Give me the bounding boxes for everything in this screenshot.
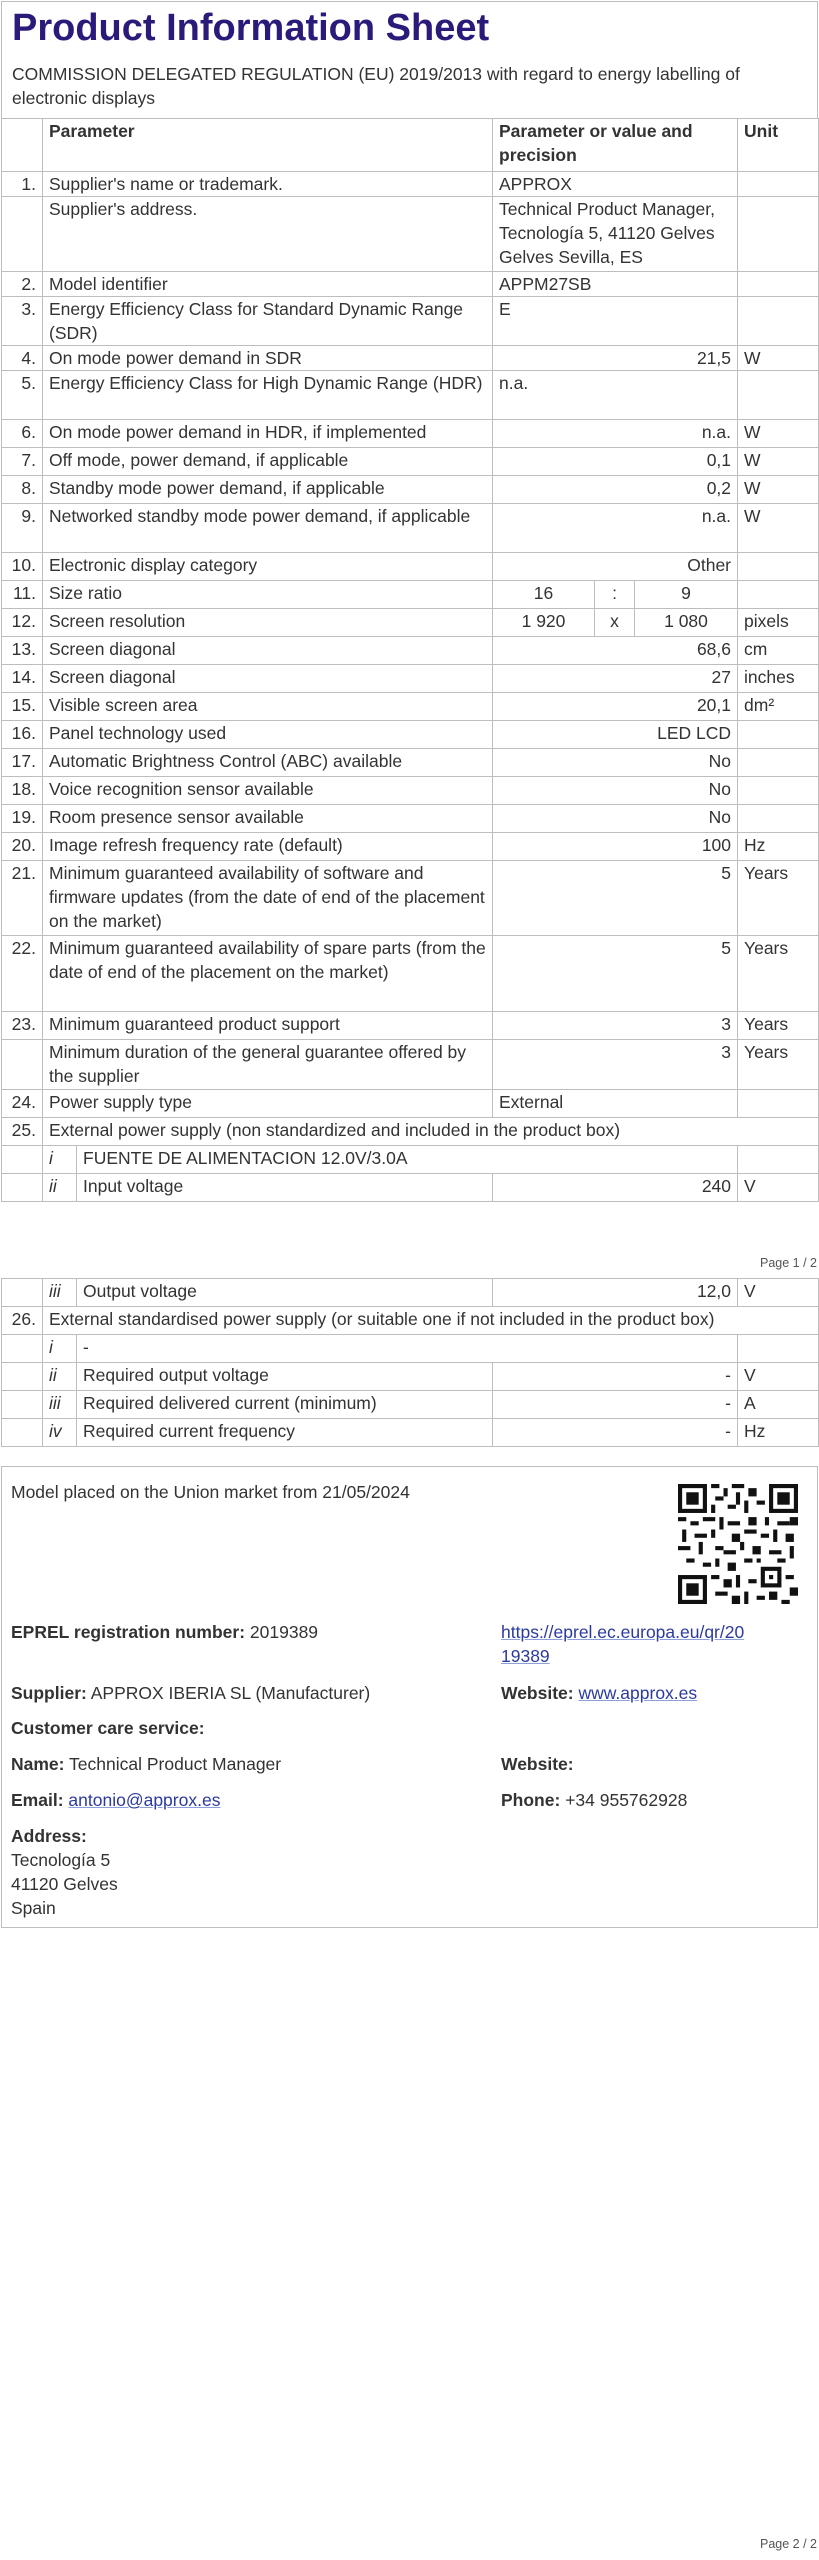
name-value: Technical Product Manager (69, 1754, 282, 1774)
table-row: 1. Supplier's name or trademark. APPROX (2, 172, 819, 197)
table-row: 5. Energy Efficiency Class for High Dynamic Range (HDR) n.a. (2, 371, 819, 420)
address-line: Spain (11, 1898, 56, 1918)
supplier-value: APPROX IBERIA SL (Manufacturer) (90, 1683, 371, 1703)
table-row: 9. Networked standby mode power demand, if applicable n.a. W (2, 504, 819, 553)
table-row: 23. Minimum guaranteed product support 3 Years (2, 1012, 819, 1040)
table-row: 18. Voice recognition sensor available No (2, 777, 819, 805)
email-line (11, 1788, 220, 1812)
table-row: Minimum duration of the general guarantee offered by the supplier 3 Years (2, 1040, 819, 1090)
customer-care-heading: Customer care service: (11, 1718, 205, 1738)
table-row: iii Required delivered current (minimum) - A (2, 1391, 819, 1419)
regulation-subtitle: COMMISSION DELEGATED REGULATION (EU) 2019/2013 with regard to energy labelling of electronic displays (12, 64, 740, 108)
website-link[interactable]: www.approx.es (578, 1683, 698, 1703)
table-row: 24. Power supply type External (2, 1090, 819, 1118)
market-placement-text: Model placed on the Union market from 21/05/2024 (11, 1482, 410, 1502)
table-row: 20. Image refresh frequency rate (default) 100 Hz (2, 833, 819, 861)
eprel-value: 2019389 (249, 1622, 319, 1642)
table-row: Supplier's address. Technical Product Manager, Tecnología 5, 41120 Gelves Gelves Sevilla, ES (2, 197, 819, 272)
address-line: Tecnología 5 (11, 1850, 111, 1870)
website2-label: Website: (501, 1754, 574, 1774)
table-row: i FUENTE DE ALIMENTACION 12.0V/3.0A (2, 1146, 819, 1174)
contact-name-line (11, 1752, 281, 1776)
table-row: iv Required current frequency - Hz (2, 1419, 819, 1447)
table-row: 4. On mode power demand in SDR 21,5 W (2, 346, 819, 371)
page-title: Product Information Sheet (12, 7, 490, 49)
table-row: ii Input voltage 240 V (2, 1174, 819, 1202)
header-unit: Unit (738, 119, 819, 172)
table-row: 3. Energy Efficiency Class for Standard Dynamic Range (SDR) E (2, 297, 819, 346)
phone-label: Phone: (501, 1790, 561, 1810)
table-row: 21. Minimum guaranteed availability of software and firmware updates (from the date of end of the placement on the market) 5 Years (2, 861, 819, 936)
eprel-label: EPREL registration number: (11, 1622, 246, 1642)
table-row: 7. Off mode, power demand, if applicable 0,1 W (2, 448, 819, 476)
table-row: 11. Size ratio 16 : 9 (2, 581, 819, 609)
email-label: Email: (11, 1790, 64, 1810)
spec-table-page1 (1, 118, 819, 1202)
table-row: i - (2, 1335, 819, 1363)
table-row: iii Output voltage 12,0 V (2, 1279, 819, 1307)
table-header-row (2, 119, 819, 172)
eprel-registration (11, 1620, 318, 1644)
header-value: Parameter or value and precision (493, 119, 738, 172)
table-row: 6. On mode power demand in HDR, if implemented n.a. W (2, 420, 819, 448)
table-row: 22. Minimum guaranteed availability of spare parts (from the date of end of the placement on the market) 5 Years (2, 936, 819, 1012)
table-row: 14. Screen diagonal 27 inches (2, 665, 819, 693)
address-block (11, 1824, 118, 1920)
table-row: 12. Screen resolution 1 920 x 1 080 pixels (2, 609, 819, 637)
eprel-link-line2[interactable]: 19389 (501, 1646, 550, 1666)
table-row: 16. Panel technology used LED LCD (2, 721, 819, 749)
page-1 (0, 0, 819, 1270)
table-row: 19. Room presence sensor available No (2, 805, 819, 833)
supplier-label: Supplier: (11, 1683, 87, 1703)
table-row: ii Required output voltage - V (2, 1363, 819, 1391)
address-line: 41120 Gelves (11, 1874, 118, 1894)
table-row: 8. Standby mode power demand, if applicable 0,2 W (2, 476, 819, 504)
name-label: Name: (11, 1754, 65, 1774)
spec-table-page2 (1, 1278, 819, 1447)
website-label: Website: (501, 1683, 574, 1703)
eprel-link-line1[interactable]: https://eprel.ec.europa.eu/qr/20 (501, 1622, 745, 1642)
sheet-header (1, 1, 818, 118)
table-row: 15. Visible screen area 20,1 dm² (2, 693, 819, 721)
supplier-line (11, 1681, 370, 1705)
eprel-link[interactable] (501, 1620, 744, 1668)
page-number: Page 2 / 2 (760, 2537, 817, 2551)
table-row: 2. Model identifier APPM27SB (2, 272, 819, 297)
phone-value: +34 955762928 (565, 1790, 688, 1810)
address-label: Address: (11, 1826, 87, 1846)
phone-line (501, 1788, 687, 1812)
table-row: 26. External standardised power supply (or suitable one if not included in the product box) (2, 1307, 819, 1335)
table-row: 25. External power supply (non standardized and included in the product box) (2, 1118, 819, 1146)
page-number: Page 1 / 2 (760, 1256, 817, 1270)
table-row: 13. Screen diagonal 68,6 cm (2, 637, 819, 665)
table-row: 10. Electronic display category Other (2, 553, 819, 581)
table-row: 17. Automatic Brightness Control (ABC) available No (2, 749, 819, 777)
header-parameter: Parameter (43, 119, 493, 172)
website-line (501, 1681, 697, 1705)
email-link[interactable]: antonio@approx.es (68, 1790, 221, 1810)
qr-code-icon[interactable] (678, 1484, 798, 1604)
